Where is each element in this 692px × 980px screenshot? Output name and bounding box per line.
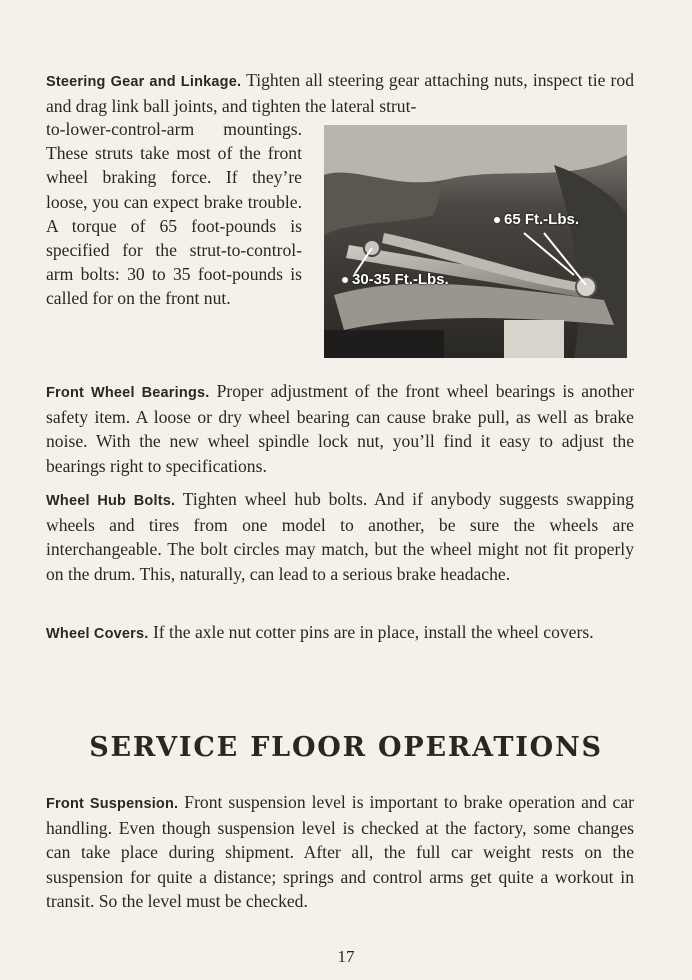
section-title: SERVICE FLOOR OPERATIONS [89, 732, 603, 763]
bearings-paragraph [46, 379, 634, 478]
wheel-covers-text: If the axle nut cotter pins are in place, install the wheel covers. [152, 622, 594, 642]
suspension-heading: Front Suspension. [46, 796, 179, 812]
steering-text-top: Tighten all steering gear attaching nuts, inspect tie rod and drag link ball joints, and tighten the lateral strut- [46, 70, 634, 117]
hub-bolts-text: Tighten wheel hub bolts. And if anybody suggests swapping wheels and tires from one model to another, be sure the wheels are interchangeable. The bolt circles may match, but the wheel might not fit properly on the drum. This, naturally, can lead to a serious brake headache. [46, 489, 634, 584]
strut-photo [324, 125, 627, 358]
torque-callout-65 [494, 211, 579, 228]
wheel-covers-paragraph [46, 620, 634, 646]
steering-paragraph-top [46, 68, 634, 118]
hub-bolts-heading: Wheel Hub Bolts. [46, 493, 176, 509]
torque-callout-30-35 [342, 271, 449, 288]
suspension-paragraph [46, 790, 634, 913]
bullet-dot-icon [342, 277, 348, 283]
steering-paragraph-wrap [46, 117, 302, 311]
suspension-text: Front suspension level is important to brake operation and car handling. Even though suspension level is checked at the factory, some changes can take place during shipment. After all, the full car weight rests on the suspension for quite a distance; springs and control arms get quite a workout in transit. So the level must be checked. [46, 792, 634, 911]
page-number: 17 [337, 947, 355, 966]
steering-heading: Steering Gear and Linkage. [46, 74, 242, 90]
torque-callout-30-35-label: 30-35 Ft.-Lbs. [352, 271, 449, 288]
strut-photo-image [324, 125, 627, 358]
bearings-heading: Front Wheel Bearings. [46, 385, 210, 401]
bullet-dot-icon [494, 217, 500, 223]
steering-text-wrap: to-lower-control-arm mountings. These struts take most of the front wheel braking force. If they’re loose, you can expect brake trouble. A torque of 65 foot-pounds is specified for the strut-to-control-arm bolts: 30 to 35 foot-pounds is called for on the front nut. [46, 119, 302, 309]
wheel-covers-heading: Wheel Covers. [46, 626, 149, 642]
bearings-text: Proper adjustment of the front wheel bearings is another safety item. A loose or dry wheel bearing can cause brake pull, as well as brake noise. With the new wheel spindle lock nut, you’ll find it easy to adjust the bearings right to specifications. [46, 381, 634, 476]
hub-bolts-paragraph [46, 487, 634, 586]
torque-callout-65-label: 65 Ft.-Lbs. [504, 211, 580, 228]
